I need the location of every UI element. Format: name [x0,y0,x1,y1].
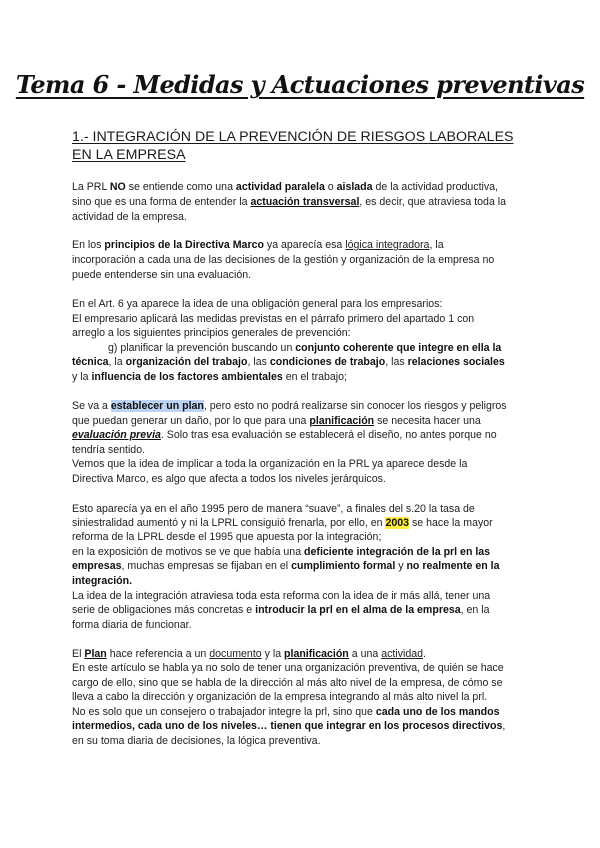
text-line: Vemos que la idea de implicar a toda la organización en la PRL ya aparece desde la [72,458,468,470]
text-line: puede entenderse sin una evaluación. [72,269,252,281]
text-line: El empresario aplicará las medidas previstas en el párrafo primero del apartado 1 con [72,313,475,325]
text-line: evaluación previa. Solo tras esa evaluación se establecerá el diseño, no antes porque no [72,429,497,441]
text-line: en la exposición de motivos se ve que había una deficiente integración de la prl en las [72,546,491,558]
text-line: arreglo a los siguientes principios generales de prevención: [72,327,351,339]
text-line: incorporación a cada una de las decisiones de la gestión y organización de la empresa no [72,254,495,266]
text-line: forma diaria de funcionar. [72,619,192,631]
text-line: La PRL NO se entiende como una actividad paralela o aislada de la actividad productiva, [72,181,498,193]
text-line: integración. [72,575,133,587]
section-heading-line-2: EN LA EMPRESA [72,147,186,163]
text-line: que puedan generar un daño, por lo que para una planificación se necesita hacer una [72,415,481,427]
highlight: 2003 [385,517,410,529]
highlight: establecer un plan [110,400,204,412]
text-line: siniestralidad aumentó y ni la LPRL consiguió frenarla, por ello, en 2003 se hace la mayor [72,517,493,529]
text-line: intermedios, cada uno de los niveles… tienen que integrar en los procesos directivos, [72,720,506,732]
text-line: g) planificar la prevención buscando un conjunto coherente que integre en ella la [108,342,502,354]
text-line: No es solo que un consejero o trabajador integre la prl, sino que cada uno de los mandos [72,706,500,718]
text-line: Esto aparecía ya en el año 1995 pero de manera “suave”, a finales del s.20 la tasa de [72,503,475,515]
text-line: lleva a cabo la dirección y organización de la empresa integrando al más alto nivel la prl. [72,691,488,703]
text-line: cargo de ello, sino que se habla de la dirección al más alto nivel de la empresa, de cómo se [72,677,503,689]
text-line: tendría sentido. [72,444,146,456]
text-line: En los principios de la Directiva Marco ya aparecía esa lógica integradora, la [72,239,444,251]
text-line: y la influencia de los factores ambientales en el trabajo; [72,371,347,383]
text-line: en su toma diaria de decisiones, la lógica preventiva. [72,735,321,747]
text-line: actividad de la empresa. [72,211,187,223]
text-line: En el Art. 6 ya aparece la idea de una obligación general para los empresarios: [72,298,443,310]
text-line: técnica, la organización del trabajo, las condiciones de trabajo, las relaciones sociales [72,356,505,368]
section-heading [72,128,532,164]
text-line: serie de obligaciones más concretas e introducir la prl en el alma de la empresa, en la [72,604,490,616]
text-line: reforma de la LPRL desde el 1995 que apuesta por la integración; [72,531,382,543]
text-line: La idea de la integración atraviesa toda esta reforma con la idea de ir más allá, tener una [72,590,491,602]
text-line: empresas, muchas empresas se fijaban en el cumplimiento formal y no realmente en la [72,560,500,572]
text-line: Directiva Marco, es algo que afecta a todos los niveles jerárquicos. [72,473,386,485]
text-line: En este artículo se habla ya no solo de tener una organización preventiva, de quién se hace [72,662,504,674]
text-line: El Plan hace referencia a un documento y la planificación a una actividad. [72,648,426,660]
page-title: Tema 6 - Medidas y Actuaciones preventivas [15,70,585,99]
text-line: Se va a establecer un plan, pero esto no podrá realizarse sin conocer los riesgos y peligros [72,400,507,412]
text-line: sino que es una forma de entender la actuación transversal, es decir, que atraviesa toda la [72,196,507,208]
section-heading-line-1: 1.- INTEGRACIÓN DE LA PREVENCIÓN DE RIESGOS LABORALES [72,129,514,145]
